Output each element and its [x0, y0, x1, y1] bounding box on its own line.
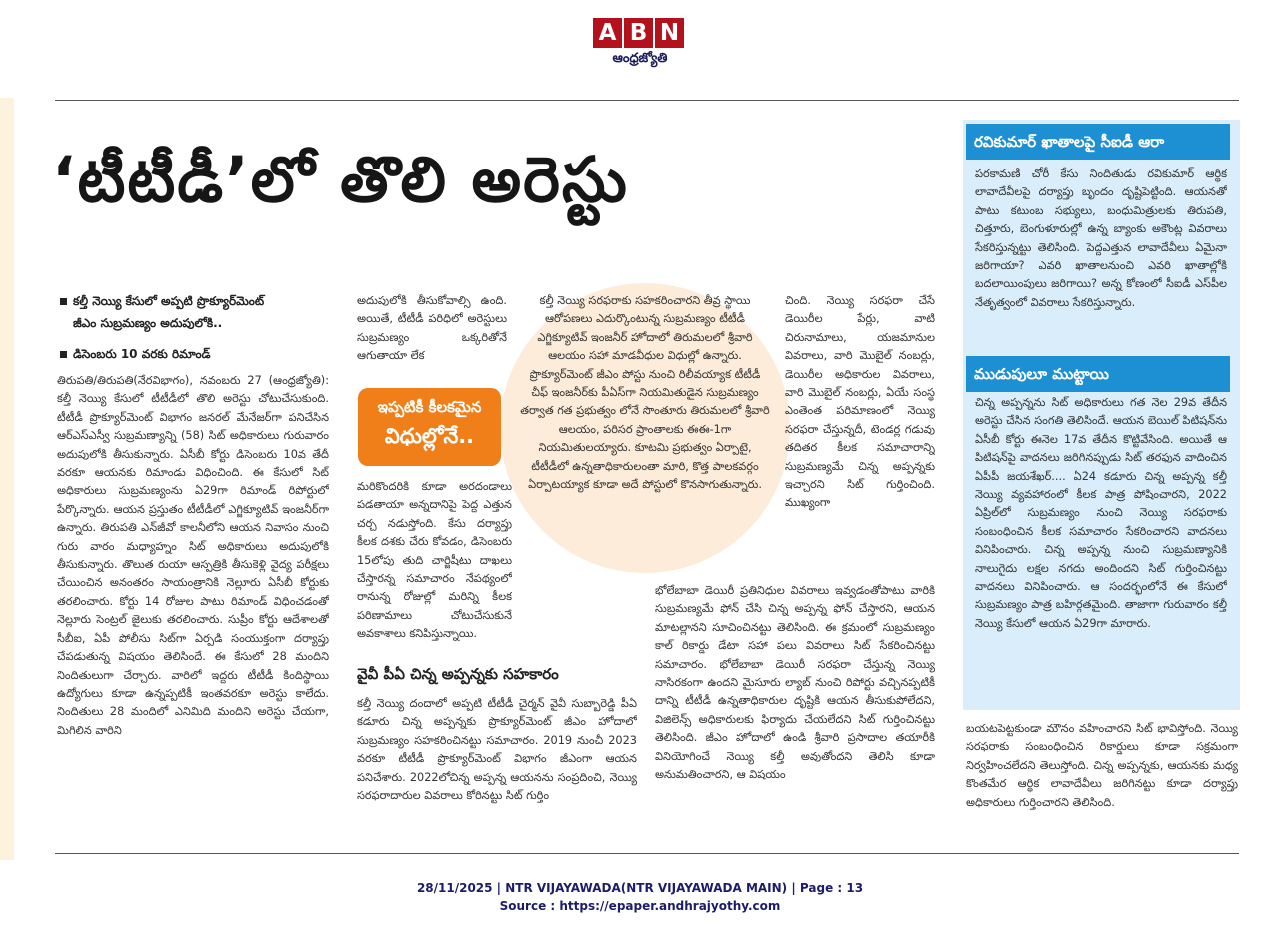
- logo-subtitle: ఆంధ్రజ్యోతి: [612, 51, 668, 66]
- logo-letter-b: B: [624, 18, 653, 48]
- headline: ‘టీటీడీ’లో తొలి అరెస్టు: [52, 143, 629, 216]
- left-margin-strip: [0, 98, 14, 860]
- body-column-1: తిరుపతి/తిరుపతి(నేరవిభాగం), నవంబరు 27 (ఆంధ్రజ్యోతి): కల్తీ నెయ్యి కేసులో టీటీడీలో తొలి అరెస్టు చోటుచేసుకుంది. టీటీడీ ప్రొక్యూర్‌మెంట్ విభాగం జనరల్ మేనేజర్‌గా పనిచేసిన ఆర్‌ఎస్ఎస్వీ సుబ్రమణ్యాన్ని (58) సిట్ అధికారులు గురువారం అదుపులోకి తీసుకున్నారు. ఏసీబీ కోర్టు డిసెంబరు 10వ తేదీ వరకూ ఆయనకు రిమాండు విధించింది. ఈ కేసులో సిట్ అధికారులు సుబ్రమణ్యంను ఏ29గా రిమాండ్ రిపోర్టులో పేర్కొన్నారు. ఆయన ప్రస్తుతం టీటీడీలో ఎగ్జిక్యూటివ్ ఇంజనీర్‌గా ఉన్నారు. తిరుపతి ఎన్‌జీవో కాలనీలోని ఆయన నివాసం నుంచి గురు వారం మధ్యాహ్నం సిట్ అధికారులు అదుపులోకి తీసుకున్నారు. తొలుత రుయా ఆస్పత్రికి తీసుకెళ్లి వైద్య పరీక్షలు చేయించిన అనంతరం సాయంత్రానికి నెల్లూరు ఏసీబీ కోర్టుకు తరలించారు. కోర్టు 14 రోజుల పాటు రిమాండ్ విధించడంతో నెల్లూరు సెంట్రల్ జైలుకు తరలించారు. సుప్రీం కోర్టు ఆదేశాలతో సీబీఐ, ఏపీ పోలీసు సిట్‌గా ఏర్పడి సంయుక్తంగా దర్యాప్తు చేపడుతున్న విషయం తెలిసిందే. ఈ కేసులో 28 మందిని నిందితులుగా చేర్చారు. వారిలో ఇద్దరు టీటీడీ కిందిస్థాయి ఉద్యోగులు కూడా ఉన్నప్పటికీ ఇంతవరకూ అరెస్టు కాలేదు. నిందితులు 28 మందిలో ఎనిమిది మందిని అరెస్టు చేయగా, మిగిలిన వారిని: [57, 374, 329, 737]
- deck-1: కల్తీ నెయ్యి కేసులో అప్పటి ప్రొక్యూర్‌మెంట్: [60, 292, 264, 311]
- logo-letter-a: A: [593, 18, 622, 48]
- deck-2: డిసెంబరు 10 వరకు రిమాండ్: [60, 345, 210, 364]
- sidebar-text-1: పరకామణి చోరీ కేసు నిందితుడు రవికుమార్ ఆర్థిక లావాదేవీలపై దర్యాప్తు బృందం దృష్టిపెట్టింది. ఆయనతో పాటు కటుంబ సభ్యులు, బంధుమిత్రులకు తిరుపతి, చిత్తూరు, బెంగుళూరుల్లో ఉన్న బ్యాంకు అకౌంట్ల వివరాలు సేకరిస్తున్నట్టు తెలిసింది. పెద్దఎత్తున లావాదేవీలు ఏమైనా జరిగాయా? ఎవరి ఖాతాలనుంచి ఎవరి ఖాతాల్లోకి బదలాయింపులు జరిగాయి? అన్న కోణంలో సీఐడీ ఎస్‌పీల నేతృత్వంలో వివరాలు సేకరిస్తున్నారు.: [975, 167, 1227, 309]
- body-column-3-bottom: భోలేబాబా డెయిరీ ప్రతినిధుల వివరాలు ఇవ్వడంతోపాటు వారికి సుబ్రమణ్యమే ఫోన్ చేసి చిన్న అప్పన్న ఫోన్ చేస్తారని, ఆయన మాటల్లానని సూచించినట్టు తెలిసింది. ఈ క్రమంలో సుబ్రమణ్యం కాల్ రికార్డు డేటా సహా పలు వివరాలు సిట్ సేకరించినట్టు సమాచారం. భోలేబాబా డెయిరీ సరఫరా చేస్తున్న నెయ్యి నాసిరకంగా ఉందని మైసూరు ల్యాబ్ నుంచి రిపోర్టు వచ్చినప్పటికీ దాన్ని టీటీడీ ఉన్నతాధికారుల దృష్టికి ఆయన తీసుకుపోలేదని, విజిలెన్స్ అధికారులకు ఫిర్యాదు చేయలేదని సిట్ గుర్తించినట్టు తెలిసింది. జీఎం హోదాలో ఉండి శ్రీవారి ప్రసాదాల తయారీకి వినియోగించే నెయ్యి కల్తీ అవుతోందని తెలిసి కూడా అనుమతించారని, ఆ విషయం: [655, 584, 935, 782]
- body-column-4: బయటపెట్టకుండా మౌనం వహించారని సిట్ భావిస్తోంది. నెయ్యి సరఫరాకు సంబంధించిన రికార్డులు కూడా సక్రమంగా నిర్వహించలేదని తెలుస్తోంది. చిన్న అప్పన్నకు, ఆయనకు మధ్య కొంతమేర ఆర్థిక లావాదేవీలు జరిగినట్టు కూడా దర్యాప్తు అధికారులు గుర్తించారని తెలిసింది.: [966, 722, 1238, 809]
- bottom-rule: [55, 853, 1239, 854]
- footer-source: Source : https://epaper.andhrajyothy.com: [499, 899, 781, 913]
- callout-line-2: విధుల్లోనే..: [384, 424, 475, 448]
- sidebar-heading-1: రవికుమార్ ఖాతాలపై సీఐడీ ఆరా: [966, 124, 1230, 160]
- sidebar-heading-2: ముడుపులూ ముట్టాయి: [966, 356, 1230, 392]
- orange-callout-box: [358, 388, 501, 466]
- top-rule: [55, 100, 1239, 101]
- body-column-2-bottom: కల్తీ నెయ్యి దందాలో అప్పటి టీటీడీ చైర్మన్ వైవీ సుబ్బారెడ్డి పీఏ కడూరు చిన్న అప్పన్నకు ప్రొక్యూర్‌మెంట్ జీఎం హోదాలో సుబ్రమణ్యం సహకరించినట్టు సమాచారం. 2019 నుంచీ 2023 వరకూ టీటీడీ ప్రొక్యూర్‌మెంట్ విభాగం జీఎంగా ఆయన పనిచేశారు. 2022లోచిన్న అప్పన్న ఆయనను సంప్రదించి, నెయ్యి సరఫరాదారుల వివరాలు కోరినట్టు సిట్ గుర్తిం: [357, 697, 637, 803]
- abn-logo: [593, 18, 687, 78]
- sidebar-text-2: చిన్న అప్పన్నను సిట్ అధికారులు గత నెల 29వ తేదీన అరెస్టు చేసిన సంగతి తెలిసిందే. ఆయన బెయిల్ పిటిషన్‌ను ఏసీబీ కోర్టు ఈనెల 17వ తేదీన కొట్టివేసింది. అయితే ఆ పిటిషన్‌పై వాదనలు జరిగినప్పుడు సిట్ తరఫున వాదించిన ఏపీపీ జయశేఖర్.... ఏ24 కడూరు చిన్న అప్పన్న కల్తీ నెయ్యి వ్యవహారంలో కీలక పాత్ర పోషించారని, 2022 ఏప్రిల్‌లో సుబ్రమణ్యం నుంచి నెయ్యి సరఫరాకు సంబంధించిన కీలక సమాచారం సేకరించారని వాదనలు వినిపించారు. చిన్న అప్పన్న నుంచి సుబ్రమణ్యానికి నాలుగైదు లక్షల నగదు అందిందని సిట్ గుర్తించినట్టు వాదనలు వినిపించారు. ఆ సందర్భంలోనే ఈ కేసులో సుబ్రమణ్యం పాత్ర బహిర్గతమైంది. తాజాగా గురువారం కల్తీ నెయ్యి కేసులో ఆయన ఏ29గా మారారు.: [975, 396, 1227, 630]
- footer-date-edition: 28/11/2025 | NTR VIJAYAWADA(NTR VIJAYAWADA MAIN) | Page : 13: [416, 881, 864, 895]
- callout-line-1: ఇప్పటికీ కీలకమైన: [377, 398, 482, 416]
- section-subhead: వైవీ పీఏ చిన్న అప్పన్నకు సహకారం: [357, 665, 559, 683]
- circle-text: కల్తీ నెయ్యి సరఫరాకు సహకరించారని తీవ్ర స్థాయి ఆరోపణలు ఎదుర్కొంటున్న సుబ్రమణ్యం టీటీడీ ఎగ్జిక్యూటివ్ ఇంజనీర్ హోదాలో తిరుమలలో శ్రీవారి ఆలయం సహా మాడవీధుల విధుల్లో ఉన్నారు. ప్రొక్యూర్‌మెంట్ జీఎం పోస్టు నుంచి రిలీవయ్యాక టీటీడీ చీఫ్ ఇంజనీర్‌కు పీఏస్‌గా నియమితుడైన సుబ్రమణ్యం తర్వాత గత ప్రభుత్వం లోనే సొంతూరు తిరుమలలో శ్రీవారి ఆలయం, పరిసర ప్రాంతాలకు ఈఈ-1గా నియమితులయ్యారు. కూటమి ప్రభుత్వం ఏర్పాటై, టీటీడీలో ఉన్నతాధికారులంతా మారి, కొత్త పాలకవర్గం ఏర్పాటయ్యాక కూడా అదే పోస్టులో కొనసాగుతున్నారు.: [520, 294, 770, 492]
- body-column-2-top: అదుపులోకి తీసుకోవాల్సి ఉంది. అయితే, టీటీడీ పరిధిలో అరెస్టులు సుబ్రమణ్యం ఒక్కరితోనే ఆగుతాయా లేక: [357, 294, 507, 363]
- body-column-3-top: చింది. నెయ్యి సరఫరా చేసే డెయిరీల పేర్లు, వాటి చిరునామాలు, యజమానుల వివరాలు, వారి మొబైల్ నంబర్లు, డెయిరీల అధికారుల వివరాలు, వారి మొబైల్ నంబర్లు, ఏయే సంస్థ ఎంతెంత పరిమాణంలో నెయ్యి సరఫరా చేస్తున్నదీ, టెండర్ల గడువు తదితర కీలక సమాచారాన్ని సుబ్రమణ్యమే చిన్న అప్పన్నకు ఇచ్చారని సిట్ గుర్తించింది. ముఖ్యంగా: [785, 294, 935, 510]
- logo-letter-n: N: [655, 18, 684, 48]
- deck-1-cont: జీఎం సుబ్రమణ్యం అదుపులోకి..: [73, 316, 223, 330]
- body-column-2-mid: మరికొందరికి కూడా అరదండాలు పడతాయా అన్నదానిపై పెద్ద ఎత్తున చర్చ నడుస్తోంది. కేసు దర్యాప్తు కీలక దశకు చేరు కోవడం, డిసెంబరు 15లోపు తుది చార్జిషీటు దాఖలు చేస్తారన్న సమాచారం నేపథ్యంలో రానున్న రోజుల్లో మరిన్ని కీలక పరిణామాలు చోటుచేసుకునే అవకాశాలు కనిపిస్తున్నాయి.: [357, 480, 512, 641]
